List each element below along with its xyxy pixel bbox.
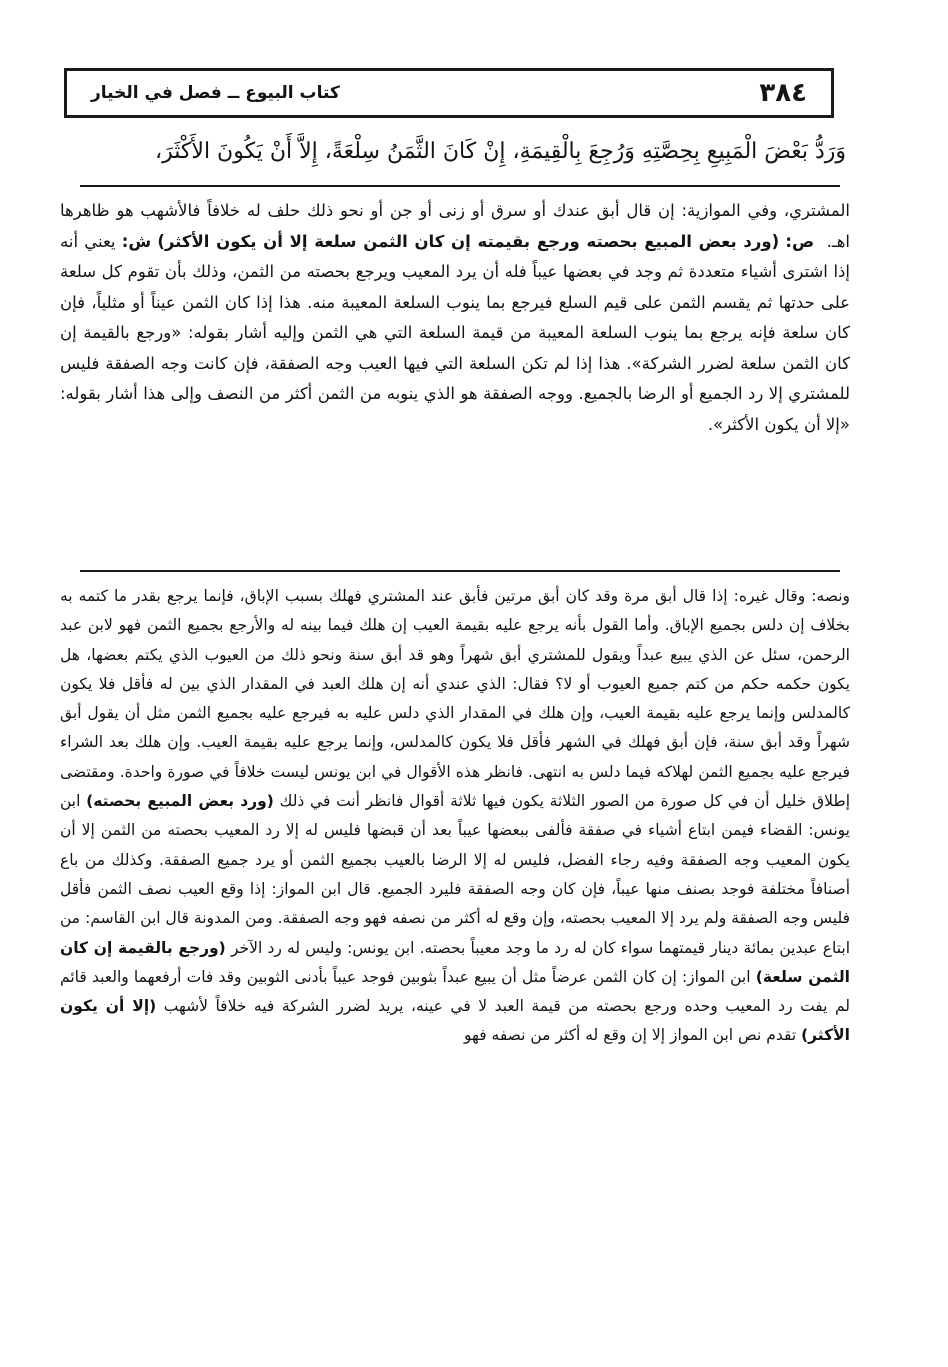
footnote-part-2: ابن يونس: القضاء فيمن ابتاع أشياء في صفقة فألفى ببعضها عيباً بعد أن قبضها فليس له إلا رد المعيب بحصته من الثمن إلا أن يكون المعيب وجه الصفقة وفيه رجاء الفضل، فليس له إلا الرضا بالعيب بجميع الثمن أو يرد جميع الصفقة. وكذلك من باع أصنافاً مختلفة فوجد بصنف منها عيباً، فإن كان وجه الصفقة فليرد الجميع. قال ابن المواز: إذا وقع العيب نصف الثمن فأقل فليس وجه الصفقة ولم يرد إلا المعيب بحصته، وإن وقع له أكثر من نصفه فهو وجه الصفقة. ومن المدونة قال ابن القاسم: من ابتاع عبدين بمائة دينار قيمتهما سواء كان له رد ما وجد معيباً بحصته. ابن يونس: وليس له رد الآخر (60, 792, 851, 957)
running-title: كتاب البيوع ــ فصل في الخيار (91, 83, 340, 103)
footnote-quote-1: (ورد بعض المبيع بحصته) (86, 792, 274, 811)
footnote-part-3: ابن المواز: إن كان الثمن عرضاً مثل أن يبيع عبداً بثوبين فوجد عيباً بأدنى الثوبين وقد فات أرفعهما والعبد قائم لم يفت رد المعيب وحده ورجع بحصته من قيمة العبد لا في عينه، يريد لضرر الشركة فيه خلافاً لأشهب (60, 967, 850, 1016)
label-sad: ص: (785, 231, 815, 251)
footnote-quote-3: (إلا أن يكون الأكثر) (60, 997, 850, 1045)
commentary-text (60, 196, 850, 440)
footnote-quote-2: (ورجع بالقيمة إن كان الثمن سلعة) (60, 938, 850, 986)
divider-upper (80, 185, 840, 187)
page-header (64, 68, 834, 118)
divider-lower (80, 570, 840, 572)
footnotes-text (60, 582, 850, 1051)
commentary-part-1: المشتري، وفي الموازية: إن قال أبق عندك أو سرق أو زنى أو جن أو نحو ذلك حلف له خلافاً فالأشهب هو ظاهرها اهـ. (60, 201, 851, 251)
commentary-part-2: يعني أنه إذا اشترى أشياء متعددة ثم وجد في بعضها عيباً فله أن يرد المعيب ويرجع بحصته من الثمن، وذلك بأن تقوم كل سلعة على حدتها ثم يقسم الثمن على قيم السلع فيرجع بما ينوب السلعة المعيبة منه. هذا إذا كان الثمن عيناً أو مثلياً، فإن كان سلعة فإنه يرجع بما ينوب السلعة المعيبة من قيمة السلعة التي هي الثمن وإليه أشار بقوله: «ورجع بالقيمة إن كان الثمن سلعة لضرر الشركة». هذا إذا لم تكن السلعة التي فيها العيب وجه الصفقة، فإن كانت وجه الصفقة فليس للمشتري إلا رد الجميع أو الرضا بالجميع. ووجه الصفقة هو الذي ينوبه من الثمن أكثر من النصف وإلى هذا أشار بقوله: «إلا أن يكون الأكثر». (60, 231, 850, 434)
label-sheen: ش: (121, 231, 152, 251)
matn-quote: (ورد بعض المبيع بحصته ورجع بقيمته إن كان الثمن سلعة إلا أن يكون الأكثر) (157, 231, 780, 251)
footnote-part-1: ونصه: وقال غيره: إذا قال أبق مرة وقد كان أبق مرتين فأبق عند المشتري فهلك بسبب الإباق، فإنما يرجع بقدر ما كتمه به بخلاف إن دلس بجميع الإباق. وأما القول بأنه يرجع عليه بقيمة العيب إن هلك فيما بينه له والأرجع بجميع الثمن فهو لابن عبد الرحمن، سئل عن الذي يبيع عبداً ويقول للمشتري أبق شهراً وهو قد أبق سنة ونحو ذلك من العيوب الذي يكتم بعضها، هل يكون حكمه حكم من كتم جميع العيوب أو لا؟ فقال: الذي عندي أنه إن هلك العبد في المقدار الذي بين له فأقل فلا يكون كالمدلس وإنما يرجع عليه بقيمة العيب، وإن هلك في المقدار الذي دلس عليه به فيرجع عليه بجميع الثمن مثل أن يقول أبق شهراً وقد أبق سنة، فإن أبق فهلك في الشهر فأقل فلا يكون كالمدلس، وإنما يرجع عليه بقيمة العيب. وإن هلك بعد الشراء فيرجع عليه بجميع الثمن لهلاكه فيما دلس به انتهى. فانظر هذه الأقوال في ابن يونس ليست خلافاً في صورة واحدة. ومقتضى إطلاق خليل أن في كل صورة من الصور الثلاثة يكون فيها ثلاثة أقوال فانظر أنت في ذلك (60, 587, 851, 811)
matn-text: وَرَدُّ بَعْضَ الْمَبِيعِ بِحِصَّتِهِ وَرُجِعَ بِالْقِيمَةِ، إِنْ كَانَ الثَّمَنُ سِلْعَةً، إِلاَّ أَنْ يَكُونَ الأَكْثَرَ، (155, 139, 846, 164)
page-number: ٣٨٤ (759, 78, 807, 108)
footnote-part-4: تقدم نص ابن المواز إلا إن وقع له أكثر من نصفه فهو (464, 1026, 797, 1045)
